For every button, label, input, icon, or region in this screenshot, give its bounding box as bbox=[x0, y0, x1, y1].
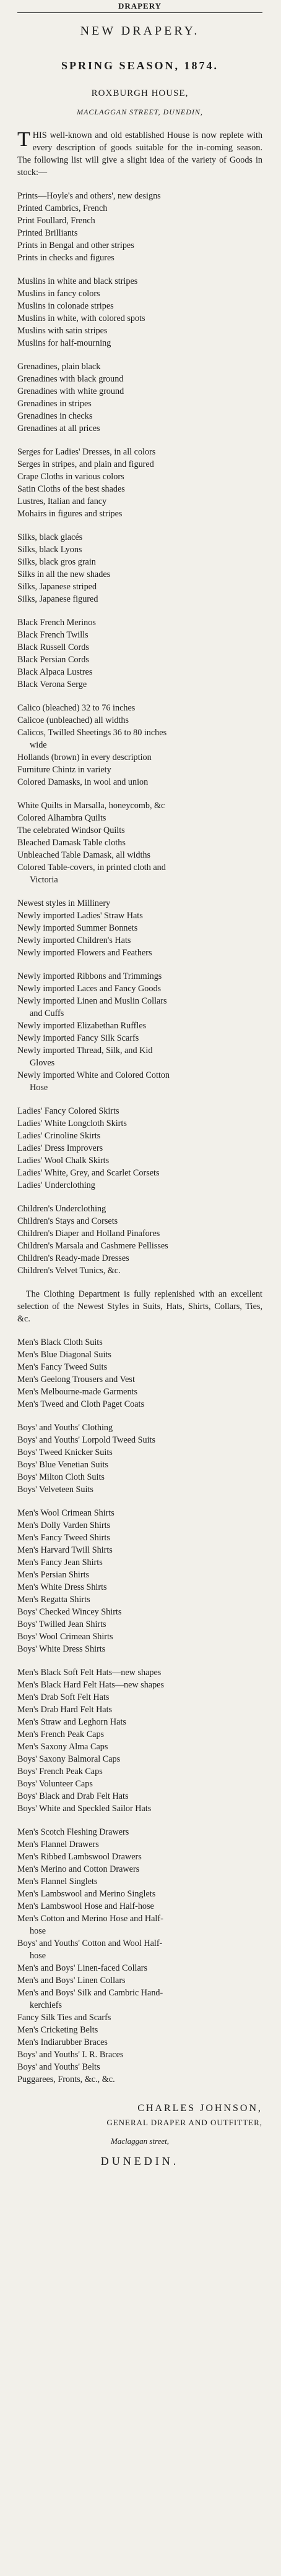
house-address: MACLAGGAN STREET, DUNEDIN, bbox=[77, 108, 203, 116]
list-item: kerchiefs bbox=[30, 2000, 62, 2010]
advert-title: NEW DRAPERY. bbox=[80, 24, 200, 38]
list-item: Ladies' Wool Chalk Skirts bbox=[17, 1156, 110, 1166]
goods-group bbox=[17, 800, 262, 886]
clothing-paragraph: The Clothing Department is fully replenished with an excellent selection of the Newest Styles in Suits, Hats, Shirts, Collars, Ties, &c. bbox=[17, 1289, 262, 1324]
list-item: Men's Melbourne-made Garments bbox=[17, 1387, 138, 1397]
goods-group bbox=[17, 1507, 262, 1655]
list-item: Crape Cloths in various colors bbox=[17, 472, 124, 482]
list-item: Boys' Volunteer Caps bbox=[17, 1779, 93, 1789]
list-item: Newly imported Linen and Muslin Collars bbox=[17, 996, 167, 1006]
list-item: Boys' Black and Drab Felt Hats bbox=[17, 1791, 129, 1801]
list-item: Men's Lambswool Hose and Half-hose bbox=[17, 1901, 154, 1911]
list-item: Boys' and Youths' Clothing bbox=[17, 1423, 113, 1433]
list-item: White Quilts in Marsalla, honeycomb, &c bbox=[17, 801, 165, 811]
list-item: Prints—Hoyle's and others', new designs bbox=[17, 191, 161, 201]
list-item: Ladies' Dress Improvers bbox=[17, 1143, 103, 1153]
list-item: Muslins in fancy colors bbox=[17, 289, 100, 299]
goods-group bbox=[17, 446, 262, 520]
list-item: Men's Saxony Alma Caps bbox=[17, 1742, 108, 1752]
list-item: The celebrated Windsor Quilts bbox=[17, 825, 125, 835]
list-item: Ladies' Crinoline Skirts bbox=[17, 1131, 101, 1141]
list-item: Victoria bbox=[30, 875, 58, 885]
list-item: Boys' White Dress Shirts bbox=[17, 1644, 106, 1654]
list-item: Men's Geelong Trousers and Vest bbox=[17, 1375, 135, 1384]
list-item: Muslins in white and black stripes bbox=[17, 276, 138, 286]
list-item: Newly imported Flowers and Feathers bbox=[17, 948, 152, 958]
list-item: Newly imported Thread, Silk, and Kid bbox=[17, 1046, 153, 1056]
list-item: Colored Damasks, in wool and union bbox=[17, 777, 149, 787]
signature-role: GENERAL DRAPER AND OUTFITTER, bbox=[106, 2118, 262, 2127]
list-item: Silks, black Lyons bbox=[17, 545, 82, 555]
list-item: Serges for Ladies' Dresses, in all colors bbox=[17, 447, 156, 457]
list-item: Men's and Boys' Silk and Cambric Hand- bbox=[17, 1988, 163, 1998]
list-item: Men's Flannel Drawers bbox=[17, 1840, 99, 1849]
list-item: Boys' Blue Venetian Suits bbox=[17, 1460, 108, 1470]
list-item: Black Russell Cords bbox=[17, 642, 89, 652]
list-item: Muslins with satin stripes bbox=[17, 326, 108, 336]
list-item: Silks, Japanese figured bbox=[17, 594, 98, 604]
list-item: wide bbox=[30, 740, 47, 750]
list-item: Men's Ribbed Lambswool Drawers bbox=[17, 1852, 142, 1862]
goods-group bbox=[17, 1105, 262, 1192]
list-item: Grenadines, plain black bbox=[17, 362, 101, 372]
list-item: Boys' and Youths' Cotton and Wool Half- bbox=[17, 1938, 163, 1948]
list-item: Prints in checks and figures bbox=[17, 253, 115, 263]
list-item: Calicos, Twilled Sheetings 36 to 80 inches bbox=[17, 728, 167, 738]
list-item: Men's Blue Diagonal Suits bbox=[17, 1350, 111, 1360]
header-rule bbox=[17, 12, 262, 13]
goods-group bbox=[17, 531, 262, 605]
list-item: Men's Drab Soft Felt Hats bbox=[17, 1692, 110, 1702]
list-item: Silks in all the new shades bbox=[17, 569, 111, 579]
signature-street: Maclaggan street, bbox=[110, 2136, 170, 2146]
section-header: DRAPERY bbox=[118, 1, 162, 11]
list-item: Ladies' Fancy Colored Skirts bbox=[17, 1106, 119, 1116]
goods-group bbox=[17, 1422, 262, 1496]
list-item: Serges in stripes, and plain and figured bbox=[17, 459, 154, 469]
list-item: Calico (bleached) 32 to 76 inches bbox=[17, 703, 136, 713]
list-item: Children's Velvet Tunics, &c. bbox=[17, 1266, 121, 1276]
list-item: Unbleached Table Damask, all widths bbox=[17, 850, 151, 860]
list-item: Black Persian Cords bbox=[17, 655, 89, 665]
list-item: Ladies' Underclothing bbox=[17, 1180, 95, 1190]
list-item: Grenadines at all prices bbox=[17, 424, 100, 433]
list-item: Colored Alhambra Quilts bbox=[17, 813, 106, 823]
list-item: Children's Stays and Corsets bbox=[17, 1216, 118, 1226]
list-item: Ladies' White, Grey, and Scarlet Corsets bbox=[17, 1168, 160, 1178]
list-item: Mohairs in figures and stripes bbox=[17, 509, 123, 519]
list-item: Newly imported Children's Hats bbox=[17, 936, 131, 945]
list-item: hose bbox=[30, 1951, 46, 1961]
list-item: Black Alpaca Lustres bbox=[17, 667, 93, 677]
list-item: Black Verona Serge bbox=[17, 680, 87, 689]
list-item: Satin Cloths of the best shades bbox=[17, 484, 125, 494]
clothing-list bbox=[17, 1336, 262, 2086]
list-item: Grenadines in stripes bbox=[17, 399, 92, 409]
list-item: Men's and Boys' Linen-faced Collars bbox=[17, 1963, 147, 1973]
list-item: Men's Fancy Tweed Shirts bbox=[17, 1533, 110, 1543]
goods-list bbox=[17, 190, 262, 1277]
house-name: ROXBURGH HOUSE, bbox=[91, 88, 189, 98]
list-item: Boys' and Youths' Lorpold Tweed Suits bbox=[17, 1435, 155, 1445]
list-item: Printed Cambrics, French bbox=[17, 203, 108, 213]
list-item: hose bbox=[30, 1926, 46, 1936]
list-item: Furniture Chintz in variety bbox=[17, 765, 111, 775]
signature-block bbox=[17, 2103, 262, 2168]
list-item: Men's Cotton and Merino Hose and Half- bbox=[17, 1914, 163, 1924]
list-item: Men's Black Hard Felt Hats—new shapes bbox=[17, 1680, 164, 1690]
list-item: Newly imported Ladies' Straw Hats bbox=[17, 911, 143, 921]
list-item: Bleached Damask Table cloths bbox=[17, 838, 126, 848]
signature-city: DUNEDIN. bbox=[100, 2155, 179, 2167]
list-item: Men's Drab Hard Felt Hats bbox=[17, 1705, 113, 1715]
list-item: Black French Merinos bbox=[17, 618, 96, 628]
list-item: and Cuffs bbox=[30, 1009, 64, 1018]
list-item: Silks, Japanese striped bbox=[17, 582, 97, 592]
list-item: Children's Marsala and Cashmere Pellisses bbox=[17, 1241, 168, 1251]
list-item: Hollands (brown) in every description bbox=[17, 753, 152, 762]
list-item: Grenadines in checks bbox=[17, 411, 93, 421]
list-item: Boys' Velveteen Suits bbox=[17, 1485, 93, 1495]
list-item: Muslins in colonade stripes bbox=[17, 301, 114, 311]
list-item: Men's Fancy Tweed Suits bbox=[17, 1362, 108, 1372]
list-item: Men's Scotch Fleshing Drawers bbox=[17, 1827, 129, 1837]
list-item: Lustres, Italian and fancy bbox=[17, 497, 107, 506]
goods-group bbox=[17, 360, 262, 435]
list-item: Men's and Boys' Linen Collars bbox=[17, 1976, 126, 1985]
goods-group bbox=[17, 1203, 262, 1277]
list-item: Prints in Bengal and other stripes bbox=[17, 241, 134, 250]
list-item: Fancy Silk Ties and Scarfs bbox=[17, 2013, 111, 2023]
list-item: Boys' and Youths' I. R. Braces bbox=[17, 2050, 124, 2060]
season-heading: SPRING SEASON, 1874. bbox=[61, 59, 219, 72]
list-item: Children's Ready-made Dresses bbox=[17, 1253, 129, 1263]
list-item: Men's Cricketing Belts bbox=[17, 2025, 98, 2035]
goods-group bbox=[17, 616, 262, 691]
list-item: Ladies' White Longcloth Skirts bbox=[17, 1119, 127, 1128]
goods-group bbox=[17, 702, 262, 788]
list-item: Men's Flannel Singlets bbox=[17, 1877, 98, 1887]
goods-group bbox=[17, 897, 262, 959]
list-item: Men's Harvard Twill Shirts bbox=[17, 1545, 113, 1555]
list-item: Muslins for half-mourning bbox=[17, 338, 111, 348]
goods-group bbox=[17, 1826, 262, 2086]
list-item: Hose bbox=[30, 1083, 48, 1093]
intro-text: HIS well-known and old established House is now replete with every description of goods suitable for the in-coming season. The following list will give a slight idea of the variety of Goods in stock:— bbox=[17, 130, 262, 177]
list-item: Children's Underclothing bbox=[17, 1204, 106, 1214]
list-item: Boys' Saxony Balmoral Caps bbox=[17, 1754, 121, 1764]
list-item: Men's Fancy Jean Shirts bbox=[17, 1558, 103, 1567]
list-item: Boys' White and Speckled Sailor Hats bbox=[17, 1804, 152, 1814]
goods-group bbox=[17, 275, 262, 349]
list-item: Grenadines with black ground bbox=[17, 374, 124, 384]
list-item: Boys' and Youths' Belts bbox=[17, 2062, 100, 2072]
list-item: Men's Wool Crimean Shirts bbox=[17, 1508, 115, 1518]
list-item: Gloves bbox=[30, 1058, 55, 1068]
list-item: Boys' Checked Wincey Shirts bbox=[17, 1607, 122, 1617]
signature-name: CHARLES JOHNSON, bbox=[137, 2103, 262, 2113]
list-item: Muslins in white, with colored spots bbox=[17, 313, 145, 323]
list-item: Calicoe (unbleached) all widths bbox=[17, 715, 129, 725]
list-item: Men's Regatta Shirts bbox=[17, 1595, 90, 1605]
list-item: Children's Diaper and Holland Pinafores bbox=[17, 1229, 160, 1239]
list-item: Newly imported Fancy Silk Scarfs bbox=[17, 1033, 139, 1043]
list-item: Boys' French Peak Caps bbox=[17, 1767, 103, 1776]
goods-group bbox=[17, 970, 262, 1094]
list-item: Newest styles in Millinery bbox=[17, 898, 111, 908]
list-item: Newly imported Elizabethan Ruffles bbox=[17, 1021, 147, 1031]
list-item: Boys' Milton Cloth Suits bbox=[17, 1472, 105, 1482]
list-item: Men's Merino and Cotton Drawers bbox=[17, 1864, 140, 1874]
goods-group bbox=[17, 190, 262, 264]
list-item: Men's Dolly Varden Shirts bbox=[17, 1520, 111, 1530]
list-item: Men's Persian Shirts bbox=[17, 1570, 90, 1580]
list-item: Boys' Wool Crimean Shirts bbox=[17, 1632, 113, 1642]
list-item: Men's French Peak Caps bbox=[17, 1729, 105, 1739]
list-item: Boys' Twilled Jean Shirts bbox=[17, 1619, 106, 1629]
list-item: Puggarees, Fronts, &c., &c. bbox=[17, 2075, 115, 2084]
list-item: Men's Straw and Leghorn Hats bbox=[17, 1717, 126, 1727]
list-item: Newly imported Laces and Fancy Goods bbox=[17, 984, 162, 994]
list-item: Print Foullard, French bbox=[17, 216, 95, 226]
list-item: Men's Indiarubber Braces bbox=[17, 2037, 108, 2047]
list-item: Men's Black Cloth Suits bbox=[17, 1337, 103, 1347]
list-item: Silks, black gros grain bbox=[17, 557, 96, 567]
list-item: Printed Brilliants bbox=[17, 228, 78, 238]
list-item: Newly imported Summer Bonnets bbox=[17, 923, 138, 933]
list-item: Men's Black Soft Felt Hats—new shapes bbox=[17, 1668, 162, 1678]
list-item: Men's White Dress Shirts bbox=[17, 1582, 107, 1592]
list-item: Men's Lambswool and Merino Singlets bbox=[17, 1889, 156, 1899]
list-item: Newly imported White and Colored Cotton bbox=[17, 1070, 170, 1080]
intro-paragraph bbox=[17, 129, 262, 179]
list-item: Men's Tweed and Cloth Paget Coats bbox=[17, 1399, 145, 1409]
list-item: Colored Table-covers, in printed cloth and bbox=[17, 863, 166, 872]
goods-group bbox=[17, 1666, 262, 1815]
list-item: Grenadines with white ground bbox=[17, 386, 124, 396]
list-item: Silks, black glacés bbox=[17, 532, 83, 542]
list-item: Boys' Tweed Knicker Suits bbox=[17, 1448, 113, 1457]
goods-group bbox=[17, 1336, 262, 1410]
list-item: Black French Twills bbox=[17, 630, 89, 640]
drop-cap: T bbox=[17, 128, 30, 151]
list-item: Newly imported Ribbons and Trimmings bbox=[17, 971, 162, 981]
